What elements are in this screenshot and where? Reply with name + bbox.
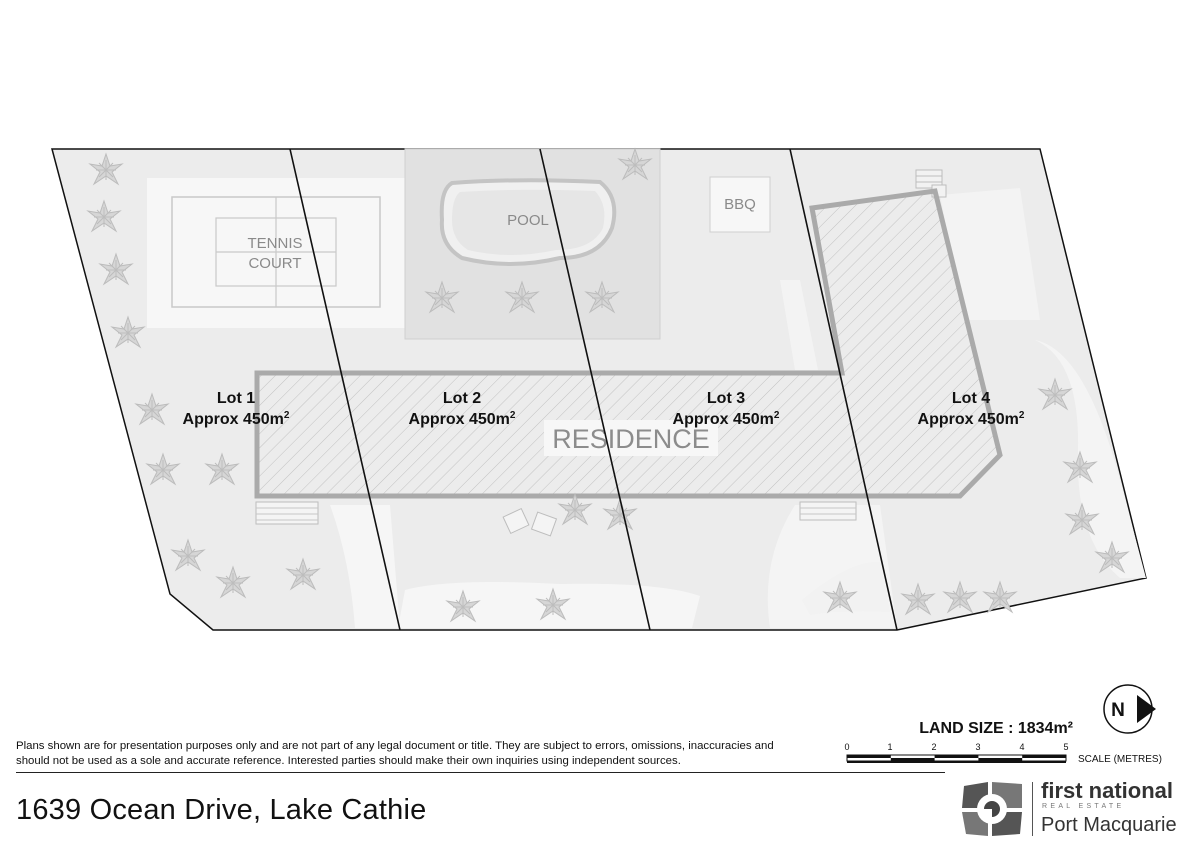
north-label: N [1111,700,1125,721]
residence-label: RESIDENCE [552,424,710,454]
disclaimer-line: should not be used as a sole and accurate reference. Interested parties should make their own inquiries using independent sources. [16,754,681,767]
land-size: LAND SIZE : 1834m² [919,720,1073,737]
pool-label: POOL [507,212,549,229]
bbq-label: BBQ [724,196,756,213]
brand-office: Port Macquarie [1041,814,1177,836]
brand-logo [958,778,1188,840]
brand-tagline: REAL ESTATE [1042,803,1125,810]
lot-2-name: Lot 2 [442,390,482,407]
tennis-label-line1: TENNIS [247,235,303,252]
scale-tick: 0 [844,742,850,752]
tennis-label-line2: COURT [248,255,302,272]
lot-4-name: Lot 4 [951,390,991,407]
north-arrow-icon [1104,685,1156,733]
scale-tick: 1 [887,742,893,752]
scale-tick: 5 [1063,742,1069,752]
lot-3-name: Lot 3 [706,390,746,407]
brand-divider [1032,782,1033,836]
lot-2-area: Approx $450m^2$ [408,410,516,428]
lot-3-area: Approx $450m^2$ [672,410,780,428]
scale-bar [844,742,1161,765]
scale-tick: 4 [1019,742,1025,752]
property-address: 1639 Ocean Drive, Lake Cathie [16,794,427,826]
scale-tick: 2 [931,742,937,752]
divider [16,772,945,773]
scale-tick: 3 [975,742,981,752]
bbq [710,177,770,232]
brand-mark-icon [958,780,1026,838]
brand-name: first national [1041,778,1174,803]
disclaimer [16,739,856,768]
lot-4-area: Approx $450m^2$ [917,410,1025,428]
scale-caption: SCALE (METRES) [1078,754,1162,765]
lot-1-area: Approx $450m^2$ [182,410,290,428]
lot-1-name: Lot 1 [216,390,256,407]
tennis-court [147,178,405,328]
disclaimer-line: Plans shown are for presentation purposes only and are not part of any legal document or title. They are subject to errors, omissions, inaccuracies and [16,740,774,752]
